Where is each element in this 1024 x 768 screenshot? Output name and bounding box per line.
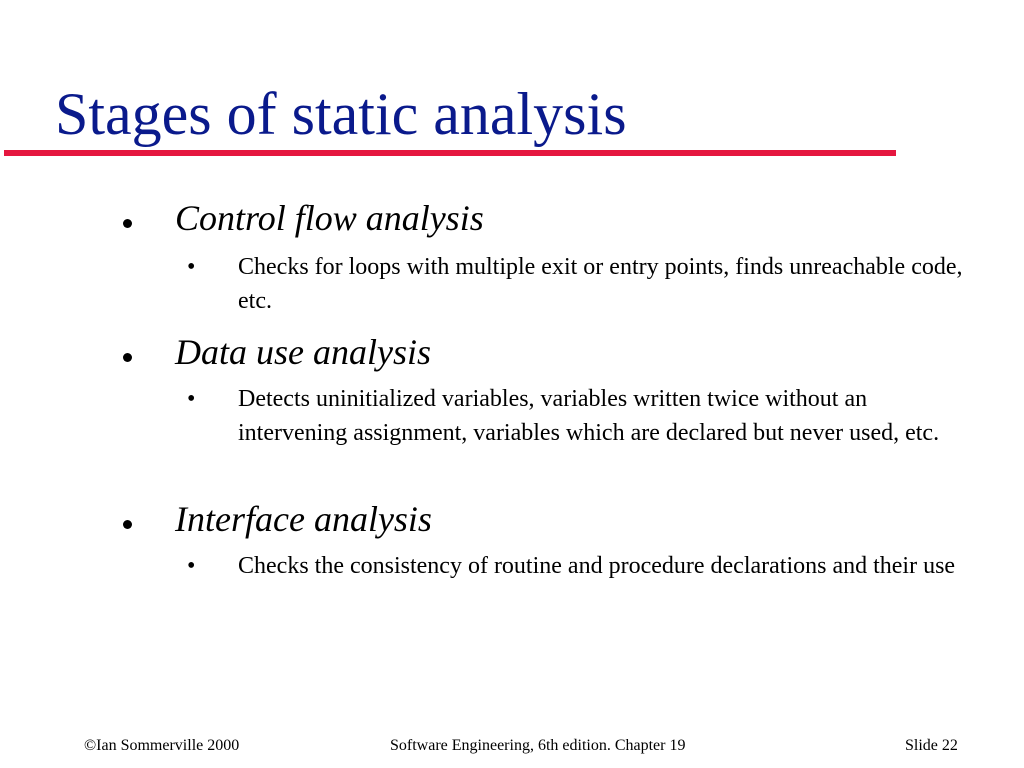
sub-bullet-icon: • bbox=[187, 386, 196, 412]
bullet-heading: Interface analysis bbox=[175, 499, 432, 539]
bullet-detail: Detects uninitialized variables, variables written twice without an intervening assignment, variables which are declared but never used, etc. bbox=[238, 386, 940, 446]
bullet-heading: Data use analysis bbox=[175, 332, 431, 372]
bullet-dot-icon bbox=[123, 353, 132, 362]
sub-bullet-icon: • bbox=[187, 254, 196, 280]
footer-copyright: ©Ian Sommerville 2000 bbox=[84, 737, 240, 754]
slide-title: Stages of static analysis bbox=[55, 81, 627, 147]
bullet-dot-icon bbox=[123, 520, 132, 529]
footer-slide-number: Slide 22 bbox=[905, 737, 958, 754]
sub-bullet-icon: • bbox=[187, 553, 196, 579]
bullet-detail: Checks for loops with multiple exit or entry points, finds unreachable code, etc. bbox=[238, 254, 963, 314]
bullet-dot-icon bbox=[123, 219, 132, 228]
bullet-heading: Control flow analysis bbox=[175, 198, 484, 238]
bullet-detail: Checks the consistency of routine and procedure declarations and their use bbox=[238, 553, 956, 579]
footer-course: Software Engineering, 6th edition. Chapter 19 bbox=[390, 737, 686, 754]
